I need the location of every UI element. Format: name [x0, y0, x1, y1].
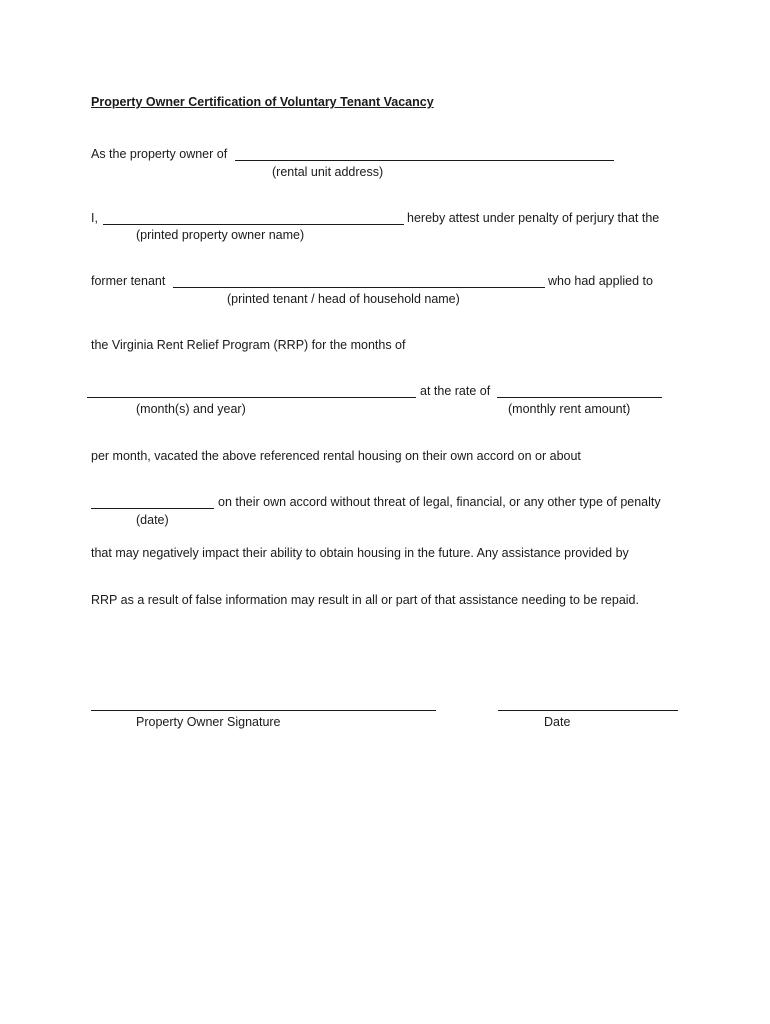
rental-unit-address-field[interactable]	[235, 160, 614, 161]
owner-of-line	[91, 147, 227, 162]
property-owner-name-caption: (printed property owner name)	[136, 228, 305, 242]
rate-of-label: at the rate of	[420, 384, 491, 398]
property-owner-signature-caption: Property Owner Signature	[136, 715, 281, 729]
months-and-year-caption: (month(s) and year)	[136, 402, 246, 416]
applied-to-label: who had applied to	[548, 274, 653, 288]
attest-prefix: I,	[91, 211, 98, 225]
signature-date-caption: Date	[544, 715, 571, 729]
vacated-text: per month, vacated the above referenced rental housing on their own accord on or about	[91, 449, 581, 463]
tenant-name-field[interactable]	[173, 287, 545, 288]
monthly-rent-amount-caption: (monthly rent amount)	[508, 402, 631, 416]
owner-of-label: As the property owner of	[91, 147, 228, 161]
own-accord-text: on their own accord without threat of legal, financial, or any other type of penalty	[218, 495, 661, 509]
vacate-date-caption: (date)	[136, 513, 169, 527]
rental-unit-address-caption: (rental unit address)	[272, 165, 384, 179]
signature-date-field[interactable]	[498, 710, 678, 711]
attest-suffix: hereby attest under penalty of perjury that the	[407, 211, 660, 225]
property-owner-signature-field[interactable]	[91, 710, 436, 711]
months-and-year-field[interactable]	[87, 397, 416, 398]
former-tenant-label: former tenant	[91, 274, 166, 288]
monthly-rent-amount-field[interactable]	[497, 397, 662, 398]
false-information-text: RRP as a result of false information may result in all or part of that assistance needing to be repaid.	[91, 593, 639, 607]
tenant-name-caption: (printed tenant / head of household name)	[227, 292, 460, 306]
document-title: Property Owner Certification of Voluntary Tenant Vacancy	[91, 95, 434, 109]
vacate-date-field[interactable]	[91, 508, 214, 509]
rrp-months-text: the Virginia Rent Relief Program (RRP) for the months of	[91, 338, 406, 352]
property-owner-name-field[interactable]	[103, 224, 404, 225]
impact-text: that may negatively impact their ability to obtain housing in the future. Any assistance provided by	[91, 546, 629, 560]
